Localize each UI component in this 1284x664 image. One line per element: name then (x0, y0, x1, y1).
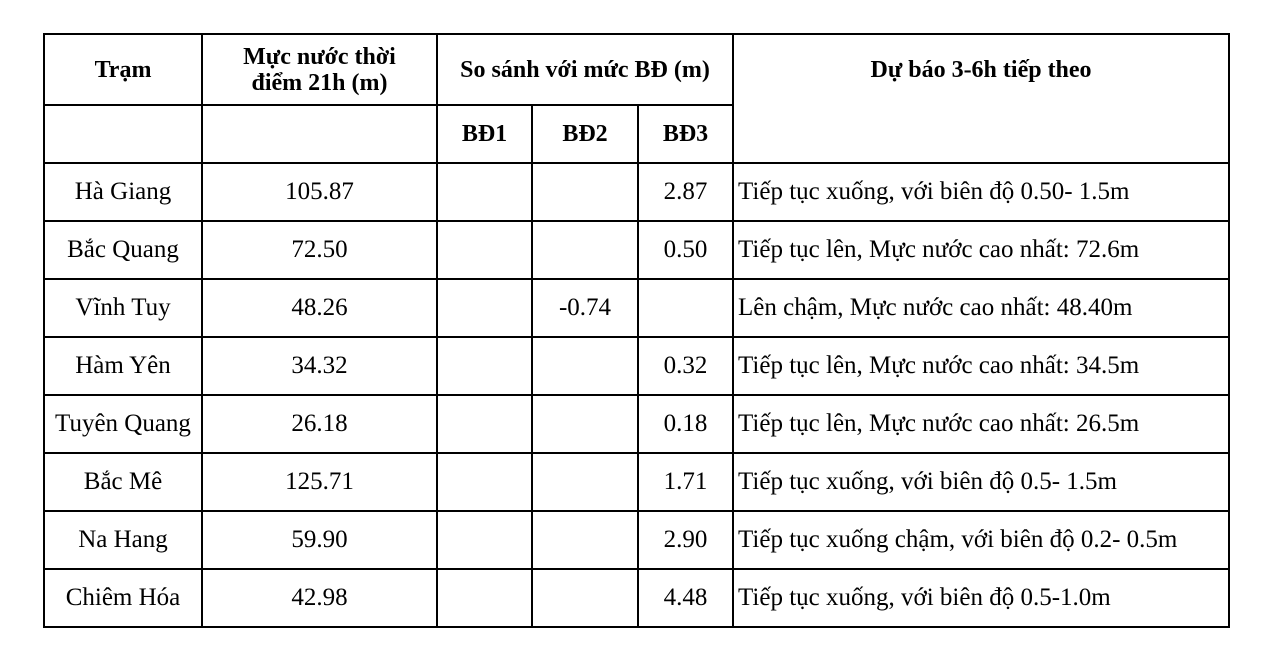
cell-station: Chiêm Hóa (44, 569, 202, 627)
header-station: Trạm (44, 34, 202, 105)
cell-bd1 (437, 395, 532, 453)
cell-forecast: Tiếp tục xuống, với biên độ 0.5-1.0m (733, 569, 1229, 627)
water-level-table (43, 33, 1230, 628)
header-bd3: BĐ3 (638, 105, 733, 163)
cell-bd1 (437, 163, 532, 221)
cell-bd3: 4.48 (638, 569, 733, 627)
cell-level: 59.90 (202, 511, 437, 569)
cell-bd3: 2.87 (638, 163, 733, 221)
cell-bd2 (532, 163, 638, 221)
cell-bd2: -0.74 (532, 279, 638, 337)
header-bd1: BĐ1 (437, 105, 532, 163)
cell-bd1 (437, 337, 532, 395)
cell-bd1 (437, 221, 532, 279)
cell-station: Na Hang (44, 511, 202, 569)
table-row (44, 337, 1229, 395)
table-body (44, 163, 1229, 627)
cell-bd3: 0.50 (638, 221, 733, 279)
cell-station: Hà Giang (44, 163, 202, 221)
header-row-1 (44, 34, 1229, 105)
cell-forecast: Tiếp tục lên, Mực nước cao nhất: 26.5m (733, 395, 1229, 453)
cell-bd2 (532, 395, 638, 453)
cell-level: 42.98 (202, 569, 437, 627)
header-level-empty (202, 105, 437, 163)
cell-forecast: Tiếp tục xuống, với biên độ 0.50- 1.5m (733, 163, 1229, 221)
cell-forecast: Tiếp tục xuống chậm, với biên độ 0.2- 0.5m (733, 511, 1229, 569)
cell-level: 48.26 (202, 279, 437, 337)
cell-station: Bắc Mê (44, 453, 202, 511)
table-row (44, 395, 1229, 453)
cell-bd1 (437, 569, 532, 627)
cell-bd3: 2.90 (638, 511, 733, 569)
cell-level: 105.87 (202, 163, 437, 221)
table-row (44, 569, 1229, 627)
table-row (44, 511, 1229, 569)
cell-station: Hàm Yên (44, 337, 202, 395)
header-station-empty (44, 105, 202, 163)
cell-forecast: Tiếp tục lên, Mực nước cao nhất: 34.5m (733, 337, 1229, 395)
cell-forecast: Tiếp tục xuống, với biên độ 0.5- 1.5m (733, 453, 1229, 511)
cell-forecast: Tiếp tục lên, Mực nước cao nhất: 72.6m (733, 221, 1229, 279)
cell-bd2 (532, 569, 638, 627)
cell-bd1 (437, 279, 532, 337)
header-bd2: BĐ2 (532, 105, 638, 163)
cell-station: Vĩnh Tuy (44, 279, 202, 337)
cell-bd1 (437, 453, 532, 511)
table-row (44, 221, 1229, 279)
table-row (44, 453, 1229, 511)
cell-level: 72.50 (202, 221, 437, 279)
cell-bd3: 0.32 (638, 337, 733, 395)
header-water-level-line1: Mực nước thời (243, 43, 396, 70)
cell-level: 125.71 (202, 453, 437, 511)
table-row (44, 279, 1229, 337)
cell-bd3 (638, 279, 733, 337)
cell-bd3: 0.18 (638, 395, 733, 453)
cell-station: Tuyên Quang (44, 395, 202, 453)
header-water-level (202, 34, 437, 105)
cell-bd3: 1.71 (638, 453, 733, 511)
cell-bd2 (532, 511, 638, 569)
header-water-level-line2: điểm 21h (m) (251, 69, 388, 96)
cell-forecast: Lên chậm, Mực nước cao nhất: 48.40m (733, 279, 1229, 337)
cell-station: Bắc Quang (44, 221, 202, 279)
cell-level: 34.32 (202, 337, 437, 395)
cell-bd2 (532, 337, 638, 395)
cell-bd2 (532, 221, 638, 279)
cell-bd1 (437, 511, 532, 569)
cell-bd2 (532, 453, 638, 511)
cell-level: 26.18 (202, 395, 437, 453)
header-compare: So sánh với mức BĐ (m) (437, 34, 733, 105)
table-row (44, 163, 1229, 221)
header-forecast: Dự báo 3-6h tiếp theo (733, 34, 1229, 163)
